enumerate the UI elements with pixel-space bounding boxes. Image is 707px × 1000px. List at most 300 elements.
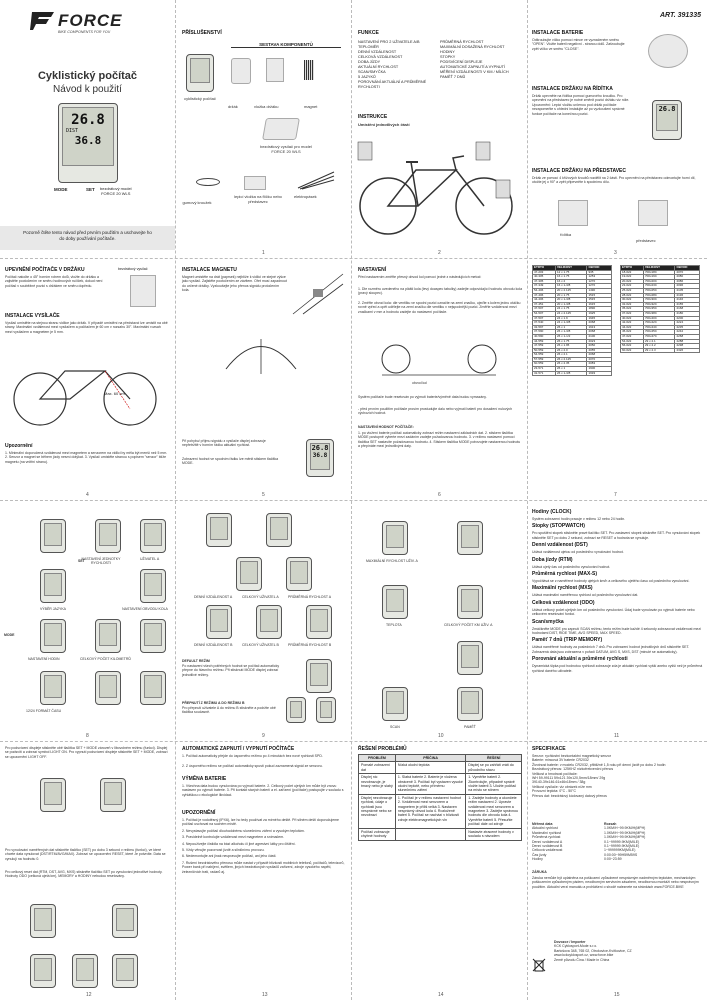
table-cell: 700x28C <box>643 293 675 298</box>
table-cell: 28-622 <box>621 293 644 298</box>
lcd-step <box>236 557 262 591</box>
table-cell: 1890 <box>587 307 612 312</box>
page-number: 2 <box>438 250 441 256</box>
importer-line: www.kckcyklosport.cz, www.force.bike <box>554 953 614 958</box>
table-cell: Displej nic nezobrazuje, je tmavý nebo je slabý <box>359 774 396 795</box>
table-cell: 26 x 2.1 <box>555 353 587 358</box>
power-panel <box>176 742 351 1000</box>
lcd-speed: 26.8 <box>71 112 105 128</box>
table-cell: 47-622 <box>621 334 644 339</box>
section-text: 1. Dle rozměru uvedeného na plášti kola (levý doaspec tabulky) zadejte odpovídající hodnotu obvodu kola (pravý sloupec). <box>358 287 523 296</box>
table-cell: 2168 <box>675 307 700 312</box>
table-cell: 2146 <box>675 298 700 303</box>
section-text: 1. po vložení baterie počítač automaticky zobrazí režim nastavení základních dat. 2. stiskem tlačítka MODE postupně vyberte mezi zadáním zadejte požadovanou hodnotu. 3. v režimu nastavení pomocí tlačítka SET nastavíte požadovanou hodnotu. 4. Stiskem tlačítka MODE potvrzujete nastavenou hodnotu a přepínáte mezi jednotlivými daty. <box>358 431 521 449</box>
brand-name: FORCE <box>58 11 123 30</box>
force-logo-icon <box>30 10 56 32</box>
mode-label: TEPLOTA <box>386 623 402 627</box>
lcd-step <box>140 619 166 653</box>
table-cell: 56-622 <box>621 344 644 349</box>
table-cell: 24 x 1.75 <box>555 307 587 312</box>
item-label: cyklistický počítač <box>184 96 216 101</box>
table-cell: 16 x 1.75 <box>555 275 587 280</box>
step-label: 12/24 FORMÁT ČASU <box>26 709 62 713</box>
mode-label: MAXIMÁLNÍ RYCHLOST UŽIV. A <box>366 559 418 563</box>
col-header: Rozsah <box>603 822 617 826</box>
table-cell: 32-622 <box>621 302 644 307</box>
lcd-step <box>140 671 166 705</box>
descriptions-panel <box>528 501 707 741</box>
table-cell: 2068 <box>587 353 612 358</box>
brand-logo <box>30 10 145 38</box>
sensor-label: bezdrátový vysílač pro model FORCE 20 WLS <box>260 144 312 154</box>
table-cell: 29 x 2.2 <box>643 344 675 349</box>
table-cell: 2200 <box>675 316 700 321</box>
specification-panel <box>528 742 707 1000</box>
stem-drawing <box>558 200 588 226</box>
backlight-panel <box>0 742 175 1000</box>
table-cell: 29 x 2.3 <box>643 348 675 353</box>
table-row <box>359 828 522 840</box>
table-cell: 1. Počítač je v režimu nastavení hodnot 2. Vzdálenost mezi senzorem a magnetem je příliš velká 3. Nastaven nesprávný obvod kola 4. Rozloženě bateri 5. Počítač se nachází v blízkosti zdroje elektromagnetických vln <box>395 794 465 828</box>
lcd-speed: 26.8 <box>311 444 329 452</box>
table-row <box>359 794 522 828</box>
lcd-step <box>457 521 483 555</box>
table-cell: Čas jízdy <box>532 852 547 857</box>
section-title: SPECIFIKACE <box>532 746 566 752</box>
table-cell: 26 x 1.95 <box>555 344 587 349</box>
mount-label: bezdrátový vysílač <box>118 267 148 271</box>
section-text: Vysílač umístěte na stejnou stranu vidlice jako držák. V případě umístění na představci lze umístit na obě strany. Maximální vzdálenost mezi vysílačem a počítačem je 60 cm v rozsahu 30°. Maximální rozsah mezi vysílačem a magnetem je 5 mm. <box>5 321 168 334</box>
importer-line: Dovozce / Importer <box>554 940 586 944</box>
importer-line: KCK Cyklosport-Mode s.r.o. <box>554 944 598 949</box>
lcd-step <box>286 557 312 591</box>
troubleshooting-table <box>358 754 522 841</box>
desc-title: Doba jízdy (RTM) <box>532 556 573 563</box>
section-title: INSTALACE DRŽÁKU NA PŘEDSTAVEC <box>532 168 626 174</box>
section-text: Odšroubujte víčko pomocí mince ve vyznačeném směru "OPEN". Vložte baterii negativní - stranou dolů. Zašroubujte zpět víčko ve směru "CLOSE". <box>532 38 625 51</box>
table-cell: 700x44C <box>643 325 675 330</box>
lcd-step <box>40 569 66 603</box>
section-text: Držák ze pomocí 4 křížových šroubů rozdělit na 2 části. Pro upevnění na představec odmontujte horní díl, otočte jej o 90° a zpět připevněte k spodnímu dílu. <box>532 176 696 185</box>
table-cell: Displej se po zahřátí vrátí do původního stavu <box>466 762 522 774</box>
table-cell: 0.1~99999.9KM(MILE) <box>603 844 640 849</box>
table-cell: Nízká okolní teplota <box>395 762 465 774</box>
lcd-step <box>382 585 408 619</box>
model-line: FORCE 20 WLS <box>101 191 131 196</box>
step-label: NASTAVENÍ HODIN <box>28 657 60 661</box>
table-cell: 1270 <box>587 284 612 289</box>
spec-item: Přenos dat: bezdrátový kódovaný datový přenos <box>532 793 607 798</box>
page-number: 15 <box>614 992 620 998</box>
col-header: OBVOD <box>587 266 612 271</box>
table-cell: 1~999999KM(MILE) <box>603 848 636 853</box>
brand-tagline: BIKE COMPONENTS FOR YOU <box>58 30 111 34</box>
bike-range-illustration <box>10 359 160 429</box>
warning-item: 7. Rušení bezdrátového přenosu může nastat v případě blízkosti mobilních telefonů, počítačů, televizorů, Power bank při nabíjení, světlem, jiných bezdrátových vysílačů zařízení, zdroje vysokého napětí, železničních tratí, radarů aj. <box>182 860 345 874</box>
table-cell: 37-349 <box>533 284 556 289</box>
mount-panel <box>0 259 175 500</box>
table-cell: 2326 <box>675 348 700 353</box>
mode-label: MODE <box>4 633 15 637</box>
table-cell: 42-622 <box>621 321 644 326</box>
table-cell: 700x25C <box>643 288 675 293</box>
hint-title: NASTAVENÍ HODNOT POČÍTAČE: <box>358 425 414 429</box>
table-cell: 1.0KM/H~99.9KM/H(MPH) <box>603 830 646 835</box>
page-number: 5 <box>262 492 265 498</box>
warning-item: 3. Pravidelně kontrolujte vzdálenost mezi magnetem a snímačem. <box>182 835 285 840</box>
section-title: VÝMĚNA BATERIE <box>182 776 227 782</box>
cover-title: Cyklistický počítač <box>37 70 138 82</box>
note-text: Pro přepnutí uživatele A do režimu B stiskněte a podržte obě tlačítka současně. <box>182 706 276 715</box>
table-cell: 1913 <box>587 325 612 330</box>
feature-item: POROVNÁNÍ AKTUÁLNÍ A PRŮMĚRNÉ RYCHLOSTI <box>358 80 427 89</box>
section-text: 1. Minimální doporučená vzdálenost mezi magnetem a senzorem na vidlici by měla být menší než 5 mm. 2. Senzor a magnet se během jízdy nesmí dotýkat. 3. Vysílač umístěte stranou s popisem "senzor" blíže magnetu (na vnitřní stranu). <box>5 451 168 464</box>
mode-label: DENNÍ VZDÁLENOST A <box>194 595 233 599</box>
section-title: FUNKCE <box>358 30 379 36</box>
lcd-screen <box>62 107 114 166</box>
table-cell: 20 x 1.75 <box>555 293 587 298</box>
table-cell: 700x20C <box>643 279 675 284</box>
step-label: CELKOVÝ POČET KILOMETRŮ <box>80 657 131 661</box>
computer-device <box>58 103 118 183</box>
table-row <box>359 762 522 774</box>
table-cell: 2100 <box>587 334 612 339</box>
step-label: NASTAVENÍ OBVODU KOLA <box>122 607 168 611</box>
section-text: Pro podsvícení displeje stiskněte obě tlačítka SET + MODE zároveň v libovolném režimu (funkci). Displej se podsvítí a zobrazí symbol LIGHT ON. Pro vypnutí podsvícení displeje stiskněte SET + MODE, zobrazí se upozornění LIGHT OFF. <box>5 746 168 759</box>
section-text: Pro vynulování naměřených dat stiskněte tlačítko (SET) po dobu 3 sekund v režimu (funkci), ve které chcete data vynulovat (DST/RTM/AVG/MAX). Zobrazí se upozornění RESET, které Je potvrdte. Data se vynulují na hodnotu 0. <box>5 848 166 861</box>
sensor-drawing <box>262 118 300 140</box>
table-cell: 2268 <box>675 334 700 339</box>
table-cell: 30-622 <box>621 298 644 303</box>
setup-flow-panel <box>0 501 175 741</box>
page-number: 1 <box>262 250 265 256</box>
section-title: INSTALACE BATERIE <box>532 30 584 36</box>
page-number: 12 <box>86 992 92 998</box>
section-text: Magnet umístěte na drát (paprsek) nejblíže k vidlici ve stejné výšce jako vysílač. Zajistěte pootočením ze závitem. Ořet musí zapadnout do určené drážky. Vyzkoušejte jeho přenos signálu protočením kola. <box>182 275 287 293</box>
table-cell: 1515 <box>587 293 612 298</box>
mode-label: CELKOVÝ UŽIVATEL A <box>242 595 279 599</box>
desc-text: Udává naměřené hodnoty za posledních 7 dnů. Pro zobrazení hodnot jednotlivých dnů stiskněte SET. Zobrazená data jsou zobrazena v pořadí DATUM, AVG S, MXS, DST (minulé se automaticky). <box>532 645 690 654</box>
table-cell: 18-622 <box>621 270 644 275</box>
feature-item: HODINY <box>440 50 455 54</box>
table-cell: 44-406 <box>533 298 556 303</box>
feature-item: TEPLOMĚR <box>358 45 379 49</box>
magnet-diagram <box>288 269 348 319</box>
table-cell: 26 x 2.125 <box>555 357 587 362</box>
lcd-step <box>40 619 66 653</box>
lcd-step <box>206 605 232 639</box>
max-range-label: Max. 60 cm <box>104 391 125 396</box>
mode-label: SCAN <box>390 725 400 729</box>
feature-item: PRŮMĚRNÁ RYCHLOST <box>440 40 484 44</box>
desc-text: Systém zobrazení hodin pracuje v režimu 12 nebo 24 hodin. <box>532 517 626 521</box>
table-cell: 1615 <box>587 302 612 307</box>
section-text: 2. Změřte obvod kola: dle ventilku ve spodní pozici označte na zemi značku, ujeďte s kolem jednu otáčku rovně vpřed a opět udělejte na zemi značku dle ventilku v nejspodnější pozici. Změřte vzdálenost mezi značkami v mm a hodnotu zadejte do nastavení počítače. <box>358 301 521 314</box>
mode-label: CELKOVÝ POČET KM UŽIV. A <box>444 623 493 627</box>
desc-title: Maximální rychlost (MXS) <box>532 585 593 592</box>
table-cell: 40-590 <box>533 334 556 339</box>
ties-label: elektropásek <box>294 194 317 199</box>
warning-list <box>182 818 346 876</box>
item-label: držák <box>228 104 238 109</box>
table-cell: 40-305 <box>533 275 556 280</box>
importer-line: Země původu Čína / Made in China <box>554 957 610 962</box>
col-header: Měřená data <box>532 822 553 826</box>
set-title: SESTAVA KOMPONENTŮ <box>231 42 341 48</box>
table-cell: 700x38C <box>643 311 675 316</box>
table-cell: 700x32C <box>643 302 675 307</box>
lcd-step <box>266 513 292 547</box>
feature-item: AKTUÁLNÍ RYCHLOST <box>358 65 399 69</box>
table-cell: 2155 <box>675 302 700 307</box>
section-text: Pro celkový reset dat (RTM, DST, AVG, MXS) stiskněte tlačítko SET po vynulování jednotlivé hodnoty. Hodnoty ODO (celková ujetá km), MEMORY a HODINY nebudou resetovány. <box>5 870 163 879</box>
warranty-text: Záruka nemůže být uplatněna na poškození způsobené nesprávným nadměrným teplotám, mechanickým poškozením způsobeným pádem, neodborným servisním zásahem, neodbornou montáží nebo nesprávným použitím. Aktuální verzi manuálu a prohlášení o shodě naleznete na stránkách www.FORCE.BIKE <box>532 876 699 889</box>
lcd-mode: DIST <box>66 128 79 134</box>
handlebar-label: řídítka <box>560 232 572 237</box>
table-cell: 2086 <box>675 279 700 284</box>
table-cell: 1270 <box>587 279 612 284</box>
table-cell: 2235 <box>675 325 700 330</box>
table-cell: 2180 <box>675 311 700 316</box>
lcd-step <box>100 778 126 812</box>
note-text: Po nastavení všech potřebných hodnot se počítač automaticky přepne do hlavního režimu. Při stisknutí MODE displej zobrazí jednotlivé režimy. <box>182 664 280 677</box>
table-row <box>533 371 612 376</box>
table-cell: 2298 <box>675 344 700 349</box>
pad-label: lepicí vložka na flíčku nebo představec <box>234 194 282 204</box>
table-cell: 19-622 <box>621 275 644 280</box>
section-text: Při pohybu/ příjmu signálu z vysílače displej zobrazuje nepřetržitě v horním řádku aktuální rychlost. <box>182 439 266 448</box>
table-cell: 2242 <box>675 330 700 335</box>
table-cell: 32-571 <box>533 371 556 376</box>
ring-label: gumový kroužek <box>182 200 212 205</box>
page-number: 4 <box>86 492 89 498</box>
table-cell: 700x19C <box>643 275 675 280</box>
lcd-step <box>306 659 332 693</box>
lcd-step <box>256 605 282 639</box>
col-header: ETRTO <box>533 266 556 271</box>
table-cell: 26 x 1 <box>555 367 587 372</box>
spec-item: Senzor: rychlostní bezkontaktní magnetický senzor <box>532 754 611 758</box>
table-cell: 1925 <box>587 311 612 316</box>
sensor-drawing <box>130 275 156 307</box>
table-cell: 26 x 1.75 <box>555 339 587 344</box>
lcd-step <box>382 687 408 721</box>
table-cell: 57-559 <box>533 357 556 362</box>
section-text: - před prvním použitím počítače prosím prostudujte dalu nebo vyjmutí baterii pro dosažení nulových výchozích hodnot. <box>358 407 513 416</box>
ring-drawing <box>196 178 220 186</box>
table-cell: 16 x 2 <box>555 279 587 284</box>
table-cell: 2070 <box>587 357 612 362</box>
lcd-step <box>457 585 483 619</box>
mode-button-label: MODE <box>54 187 68 192</box>
lcd-step <box>95 671 121 705</box>
lcd-step <box>457 641 483 675</box>
page-number: 7 <box>614 492 617 498</box>
stem-label: představec <box>636 238 656 243</box>
pad2-drawing <box>244 176 266 190</box>
lcd-step <box>206 513 232 547</box>
desc-title: Denní vzdálenost (DST) <box>532 542 588 549</box>
lcd-step <box>140 569 166 603</box>
table-cell: 23-622 <box>621 284 644 289</box>
table-cell: Počítač zobrazuje chybné hodnoty <box>359 828 396 840</box>
spec-item: Baterie: mincová 3V baterie CR2032 <box>532 758 589 763</box>
table-cell: 29 x 2.1 <box>643 339 675 344</box>
desc-text: Udává vzdálenost ujetou od posledního vynulování hodnot. <box>532 550 624 555</box>
wheel-label: obvod kol <box>412 381 427 385</box>
warning-item: 1. Počítač je vodotěsný (IPX6), lze ho tedy používat za mírného deště. Při silném dešti doporučujeme počítač uschovat na suchém místě. <box>182 818 339 827</box>
installation-panel <box>528 0 707 258</box>
spec-item: Životnost baterie: v modelu CR2032, přibližně 1,5 roku při denní jízdě po dobu 2 hodin <box>532 762 666 767</box>
warning-item: 4. Nepoužívejte čistidla na bázi alkoholu či jiné agresivní látky pro čištění. <box>182 841 296 846</box>
table-cell: 700x40C <box>643 316 675 321</box>
table-cell: 25-622 <box>621 288 644 293</box>
lcd-step <box>30 904 56 938</box>
scan-flow-panel <box>352 501 527 741</box>
feature-item: PODSVÍCENÍ DISPLEJE <box>440 60 483 64</box>
desc-title: Paměť 7 dnů (TRIP MEMORY) <box>532 637 603 644</box>
col-header: OBVOD <box>675 266 700 271</box>
item-label: vložka držáku <box>254 104 279 109</box>
table-cell: 20 x 1-3/8 <box>555 302 587 307</box>
table-cell: 26 x 1-3/8 <box>555 330 587 335</box>
table-cell: 40-622 <box>621 316 644 321</box>
table-cell: 700x45C <box>643 330 675 335</box>
magnet-drawing <box>304 60 314 80</box>
section-title: UPEVNĚNÍ POČÍTAČE V DRŽÁKU <box>5 267 85 273</box>
wheel-roll-diagram <box>374 341 504 381</box>
range-table <box>532 822 702 862</box>
feature-item: MĚŘENÍ VZDÁLENOSTI V KM / MÍLÍCH <box>440 70 509 74</box>
table-cell: 700x47C <box>643 334 675 339</box>
table-cell: 37-540 <box>533 321 556 326</box>
lcd-step <box>40 778 66 812</box>
troubleshooting-panel <box>352 742 527 1000</box>
table-cell: 32-597 <box>533 325 556 330</box>
table-cell: 20 x 1-3/8 <box>555 298 587 303</box>
col-header: ŘEŠENÍ <box>466 755 522 762</box>
note-title: DEFAULT REŽIM <box>182 659 210 663</box>
table-cell: 20-622 <box>621 279 644 284</box>
feature-item: 5 JAZYKŮ <box>358 75 376 79</box>
table-cell: 44-622 <box>621 325 644 330</box>
lcd-distance: 36.8 <box>74 134 102 147</box>
step-label: UŽIVATEL A <box>140 557 160 561</box>
section-title: INSTALACE VYSÍLAČE <box>5 313 60 319</box>
section-text: 1. Všechna data budou vynulována po vyjmutí baterie. 2. Celkový počet ujetých km může být znovu nastaven po vyjmutí baterie. 3. Při kontakt starých baterií a el. zařízení (počítače) postupujte v souladu s vyhláškou o ekologické likvidaci. <box>182 784 344 797</box>
desc-title: Porovnání aktuální a průměrné rychlosti <box>532 656 628 663</box>
lcd-step <box>286 697 306 723</box>
table-cell: 2080 <box>675 275 700 280</box>
section-title: NASTAVENÍ <box>358 267 387 273</box>
importer-info <box>554 940 704 962</box>
page-number: 9 <box>262 733 265 739</box>
lcd-step <box>72 954 98 988</box>
spec-item: Provozní teplota: 0°C - 50°C <box>532 789 577 794</box>
set-button-label: SET <box>86 187 95 192</box>
table-cell: 2105 <box>675 288 700 293</box>
lcd-device <box>306 439 334 477</box>
page-number: 10 <box>438 733 444 739</box>
table-cell: 1. Vyměňte baterii 2. Zkontrolujte, připadně správě vložte baterii 3. Uložte počítač na místo se stínem <box>466 774 522 795</box>
item-label: magnet <box>304 104 318 109</box>
table-cell: 26 x 1-1/2 <box>555 334 587 339</box>
table-cell: 700x35C <box>643 307 675 312</box>
table-cell: 24 x 1.9 <box>555 316 587 321</box>
desc-text: Pro spuštění stopek stiskněte pravé tlačítko SET. Pro zastavení stopek stiskněte SET. Pro vynulování stopek stiskněte SET po dobu 2 sekund, zobrazí se RESET a hodnota se vynuluje. <box>532 531 701 540</box>
spec-item: WH 59-99111 59x121 39x120,5mm/18mm/ 29g <box>532 776 606 781</box>
table-cell: Nastavte ztracené hodnoty v souladu s návodem <box>466 828 522 840</box>
step-label: NASTAVENÍ JEDNOTKY RYCHLOSTI <box>81 557 121 566</box>
spec-list <box>532 754 702 798</box>
bike-illustration <box>356 140 521 240</box>
mode-label: PAMĚŤ <box>464 725 476 729</box>
ties-drawing <box>296 170 336 190</box>
stem-drawing <box>638 200 668 226</box>
table-cell: 700x18C <box>643 270 675 275</box>
page-number: 13 <box>262 992 268 998</box>
table-cell: 54-559 <box>533 353 556 358</box>
table-cell: 47-507 <box>533 307 556 312</box>
importer-line: Bartošova 348, 765 02, Otrokovice-Kvítkovice, CZ <box>554 948 632 953</box>
table-cell: 700x23C <box>643 284 675 289</box>
section-title: Upozornění <box>5 443 33 449</box>
cover-subtitle: Návod k použití <box>53 84 122 95</box>
features-left <box>358 40 438 90</box>
desc-text: Vypočítává se z naměřené hodnoty ujetých km/h a celkového ujetého času od posledního vynulování. <box>532 579 690 584</box>
table-cell: 24 x 1-3/8 <box>555 321 587 326</box>
tire-table-right <box>620 265 700 353</box>
table-cell: Maximální rychlost <box>532 830 561 835</box>
table-cell: 935 <box>587 270 612 275</box>
table-cell: 2023 <box>587 339 612 344</box>
warning-item: 6. Nedemontujte ani jinak neupravujte počítač, ani jeho části. <box>182 854 277 859</box>
cover-panel <box>0 0 175 258</box>
table-cell: Hodiny <box>532 857 543 862</box>
spec-item: 39140-39x146-61x46x18mm / 38g <box>532 780 586 785</box>
battery-drawing <box>648 34 688 68</box>
section-text: 2. Z úsporného režimu se počítač automaticky spustí pokud zaznamená signál ze senzoru. <box>182 764 323 768</box>
article-number: ART. 391335 <box>660 12 701 19</box>
table-cell: Denní vzdálenost B <box>532 844 563 849</box>
table-cell: 1.0KM/H~99.9KM/H(MPH) <box>603 835 646 840</box>
table-cell: Průměrná rychlost <box>532 835 561 840</box>
table-row <box>532 857 702 861</box>
desc-title: Hodiny (CLOCK) <box>532 509 572 515</box>
magnet-panel <box>176 259 351 500</box>
desc-title: Stopky (STOPWATCH) <box>532 523 585 530</box>
step-label: VÝBĚR JAZYKA <box>39 607 67 611</box>
table-cell <box>395 828 465 840</box>
handlebar-drawing: 26.8 <box>652 100 682 140</box>
desc-text: Udává maximální naměřenou rychlost od posledního vynulování dat. <box>532 593 639 598</box>
section-title: INSTALACE DRŽÁKU NA ŘÍDÍTKA <box>532 86 613 92</box>
col-header: VELIKOST <box>555 266 587 271</box>
lcd-step <box>40 671 66 705</box>
mode-label: CELKOVÝ UŽIVATEL B <box>242 643 279 647</box>
feature-item: SCAN/SMYČKA <box>358 70 386 74</box>
table-cell: 54-622 <box>621 339 644 344</box>
table-cell: 12 x 1.75 <box>555 270 587 275</box>
table-cell: 54-406 <box>533 288 556 293</box>
lcd-step <box>457 687 483 721</box>
pad-drawing <box>266 58 284 82</box>
table-row <box>359 774 522 795</box>
warning-item: 2. Nevystavujte počítač dlouhodobému slunečnímu záření a vysokým teplotám. <box>182 828 305 833</box>
wheel-diagram <box>216 329 306 379</box>
lcd-step <box>382 521 408 555</box>
table-cell: 47-406 <box>533 293 556 298</box>
